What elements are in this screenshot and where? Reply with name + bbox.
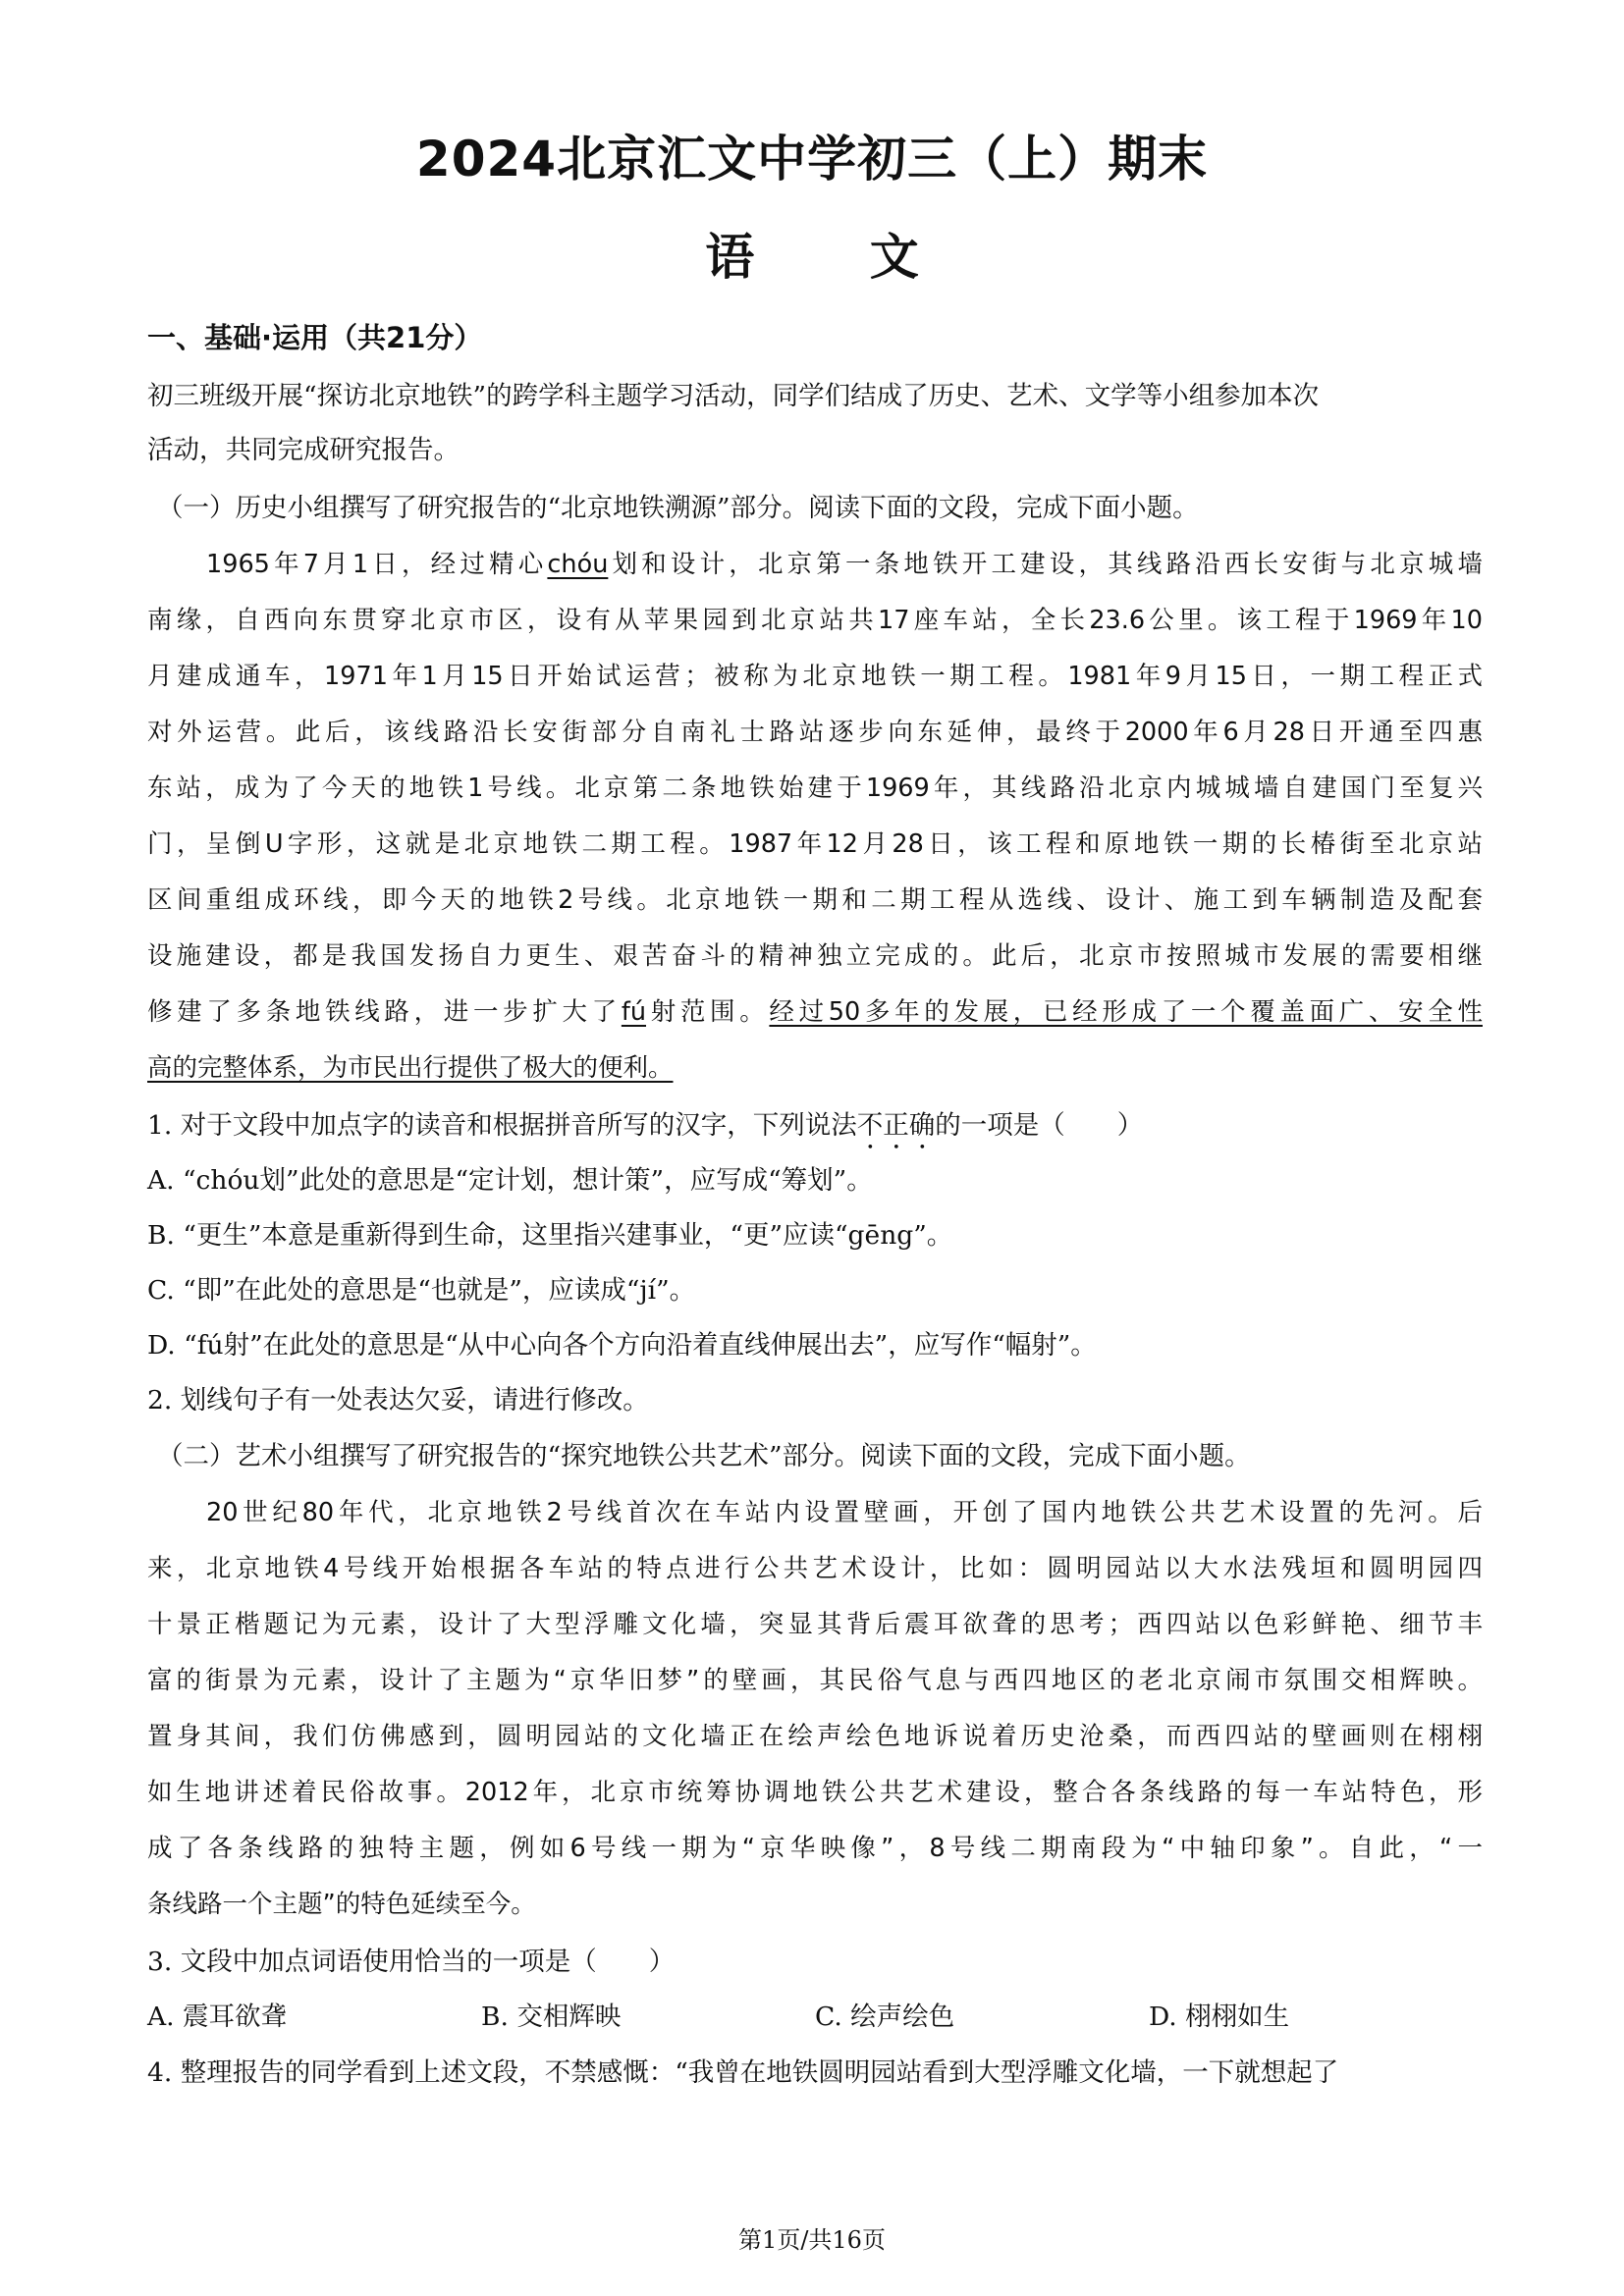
question-2: 2. 划线句子有一处表达欠妥，请进行修改。 — [147, 1385, 649, 1415]
passage2-line: 富的街景为元素，设计了主题为“京华旧梦”的壁画，其民俗气息与西四地区的老北京闹市氛围交相辉映。 — [147, 1666, 1483, 1695]
page-number: 第1页/共16页 — [738, 2226, 886, 2254]
question-1-stem: 1. 对于文段中加点字的读音和根据拼音所写的汉字，下列说法不正确的一项是（ ） — [147, 1110, 1144, 1141]
passage2-line: 如生地讲述着民俗故事。2012年，北京市统筹协调地铁公共艺术建设，整合各条线路的每一车站特色，形 — [147, 1778, 1483, 1807]
q3-option-b: B. 交相辉映 — [481, 2002, 622, 2032]
subject-title: 语 文 — [705, 229, 919, 286]
section-heading: 一、基础·运用（共21分） — [147, 321, 483, 354]
exam-title: 2024北京汇文中学初三（上）期末 — [415, 131, 1209, 187]
passage1-line: 月建成通车，1971年1月15日开始试运营；被称为北京地铁一期工程。1981年9月15日，一期工程正式 — [147, 662, 1483, 691]
passage1-line: 对外运营。此后，该线路沿长安街部分自南礼士路站逐步向东延伸，最终于2000年6月28日开通至四惠 — [147, 718, 1483, 747]
q1-option-c: C. “即”在此处的意思是“也就是”，应读成“jí”。 — [147, 1275, 696, 1306]
underlined-sentence: 高的完整体系，为市民出行提供了极大的便利。 — [147, 1053, 674, 1083]
question-3-stem: 3. 文段中加点词语使用恰当的一项是（ ） — [147, 1947, 676, 1977]
passage1-line: 南缘，自西向东贯穿北京市区，设有从苹果园到北京站共17座车站，全长23.6公里。该工程于1969年10 — [147, 606, 1483, 635]
passage2-line: 十景正楷题记为元素，设计了大型浮雕文化墙，突显其背后震耳欲聋的思考；西四站以色彩鲜艳、细节丰 — [147, 1610, 1483, 1639]
passage1-line: 设施建设，都是我国发扬自力更生、艰苦奋斗的精神独立完成的。此后，北京市按照城市发展的需要相继 — [147, 941, 1483, 971]
part2-heading: （二）艺术小组撰写了研究报告的“探究地铁公共艺术”部分。阅读下面的文段，完成下面小题。 — [157, 1441, 1251, 1471]
passage1-line: 东站，成为了今天的地铁1号线。北京第二条地铁始建于1969年，其线路沿北京内城城墙自建国门至复兴 — [147, 774, 1483, 803]
q3-option-a: A. 震耳欲聋 — [147, 2002, 287, 2032]
passage1-line: 修建了多条地铁线路，进一步扩大了fú射范围。经过50多年的发展，已经形成了一个覆盖面广、安全性 — [147, 997, 1483, 1027]
passage2-line: 置身其间，我们仿佛感到，圆明园站的文化墙正在绘声绘色地诉说着历史沧桑，而西四站的壁画则在栩栩 — [147, 1722, 1483, 1751]
passage2-line: 条线路一个主题”的特色延续至今。 — [147, 1890, 536, 1919]
passage2-line: 来，北京地铁4号线开始根据各车站的特点进行公共艺术设计，比如：圆明园站以大水法残垣和圆明园四 — [147, 1554, 1483, 1583]
intro-line-1: 初三班级开展“探访北京地铁”的跨学科主题学习活动，同学们结成了历史、艺术、文学等小组参加本次 — [147, 381, 1320, 411]
underlined-sentence: 经过50多年的发展，已经形成了一个覆盖面广、安全性 — [769, 997, 1483, 1027]
passage2-line: 成了各条线路的独特主题，例如6号线一期为“京华映像”，8号线二期南段为“中轴印象”。自此，“一 — [147, 1834, 1483, 1863]
q1-option-d: D. “fú射”在此处的意思是“从中心向各个方向沿着直线伸展出去”，应写作“幅射”。 — [147, 1330, 1097, 1361]
passage1-line: 1965年7月1日，经过精心chóu划和设计，北京第一条地铁开工建设，其线路沿西长安街与北京城墙 — [206, 550, 1483, 579]
intro-line-2: 活动，共同完成研究报告。 — [147, 435, 460, 465]
passage2-line: 20世纪80年代，北京地铁2号线首次在车站内设置壁画，开创了国内地铁公共艺术设置的先河。后 — [206, 1498, 1483, 1527]
q3-option-c: C. 绘声绘色 — [815, 2002, 955, 2032]
question-4: 4. 整理报告的同学看到上述文段，不禁感慨：“我曾在地铁圆明园站看到大型浮雕文化墙，一下就想起了 — [147, 2057, 1339, 2088]
passage1-line: 门，呈倒U字形，这就是北京地铁二期工程。1987年12月28日，该工程和原地铁一期的长椿街至北京站 — [147, 829, 1483, 859]
q1-option-a: A. “chóu划”此处的意思是“定计划，想计策”，应写成“筹划”。 — [147, 1165, 873, 1196]
passage1-line — [147, 1050, 1483, 1086]
passage1-line: 区间重组成环线，即今天的地铁2号线。北京地铁一期和二期工程从选线、设计、施工到车辆制造及配套 — [147, 885, 1483, 915]
q3-options — [147, 2000, 1483, 2035]
q1-option-b: B. “更生”本意是重新得到生命，这里指兴建事业，“更”应读“gēng”。 — [147, 1220, 953, 1251]
q3-option-d: D. 栩栩如生 — [1149, 2002, 1290, 2032]
part1-heading: （一）历史小组撰写了研究报告的“北京地铁溯源”部分。阅读下面的文段，完成下面小题。 — [157, 493, 1199, 523]
